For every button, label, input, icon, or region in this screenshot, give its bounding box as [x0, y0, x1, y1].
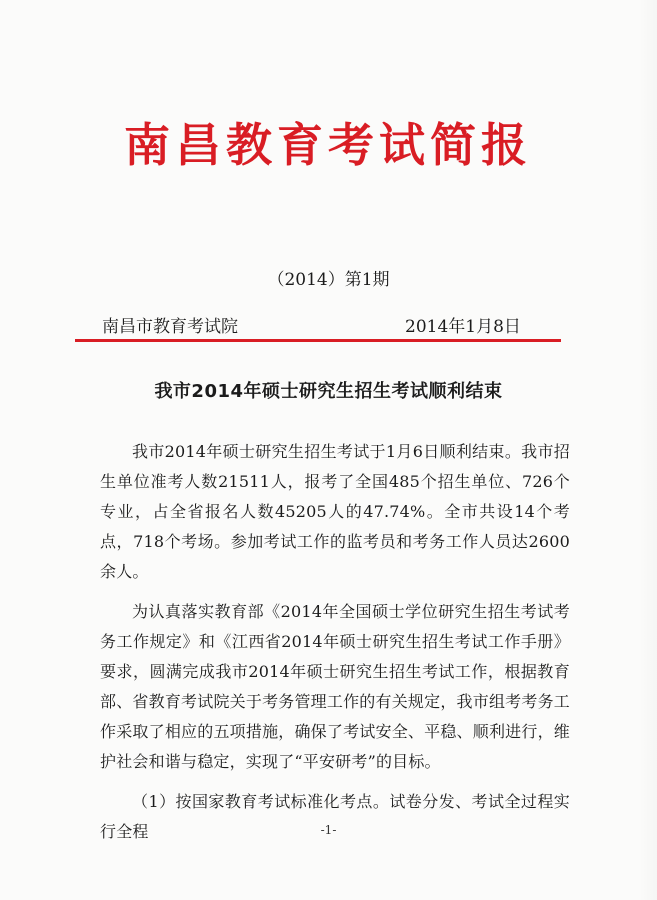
issue-date: 2014年1月8日	[405, 317, 521, 337]
article-title: 我市2014年硕士研究生招生考试顺利结束	[154, 381, 503, 402]
scan-edge-shadow	[639, 0, 657, 900]
paragraph-1: 我市2014年硕士研究生招生考试于1月6日顺利结束。我市招生单位准考人数21511人，报考了全国485个招生单位、726个专业，占全省报名人数45205人的47.74%。全市共设14个考点，718个考场。参加考试工作的监考员和考务工作人员达2600余人。	[100, 442, 570, 581]
issue-number: （2014）第1期	[267, 270, 390, 290]
masthead-title: 南昌教育考试简报	[124, 118, 532, 172]
issuer-name: 南昌市教育考试院	[102, 317, 238, 337]
paragraph-2: 为认真落实教育部《2014年全国硕士学位研究生招生考试考务工作规定》和《江西省2014年硕士研究生招生考试工作手册》要求，圆满完成我市2014年硕士研究生招生考试工作，根据教育部、省教育考试院关于考务管理工作的有关规定，我市组考考务工作采取了相应的五项措施，确保了考试安全、平稳、顺利进行，维护社会和谐与稳定，实现了“平安研考”的目标。	[100, 602, 570, 771]
paragraph-3: （1）按国家教育考试标准化考点。试卷分发、考试全过程实行全程	[100, 792, 570, 841]
red-divider	[75, 339, 561, 342]
article-body	[100, 437, 570, 857]
page-number: -1-	[320, 823, 337, 837]
